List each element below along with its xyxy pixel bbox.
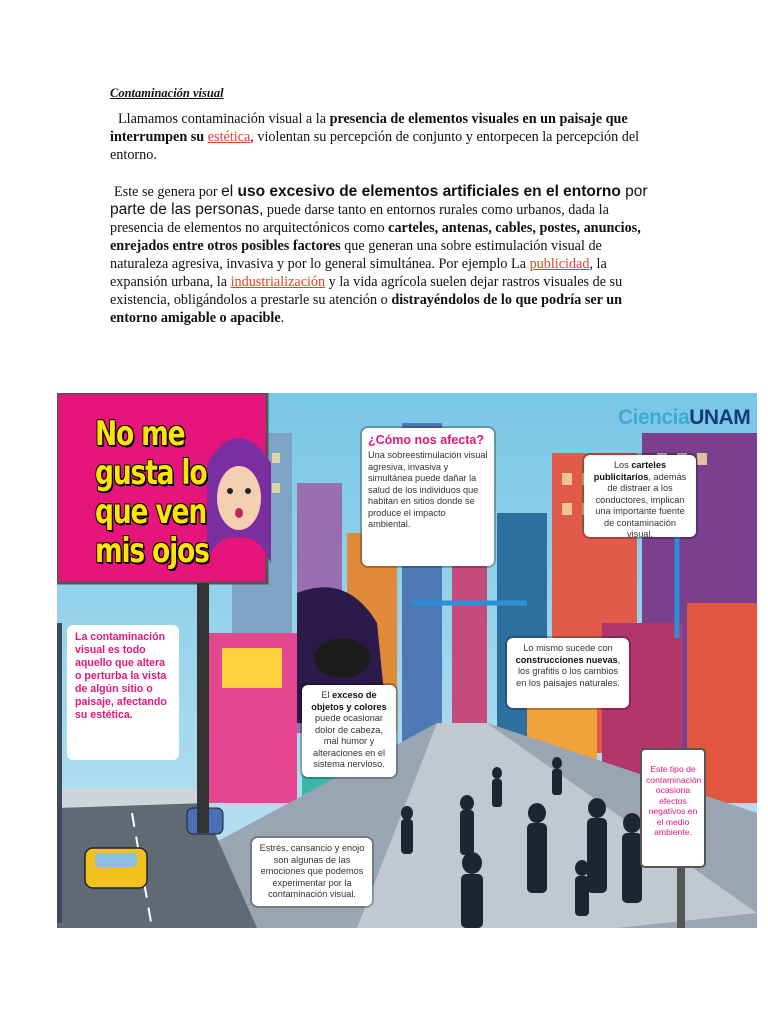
billboard-line-2: gusta lo <box>95 453 207 493</box>
p1-text-a: Llamamos contaminación visual a la <box>118 111 330 127</box>
p2-text-i: y la vida agrícola suelen dejar rastros visuales de su existencia, obligándolos a prestarle su atención o <box>110 274 623 308</box>
ciencia-unam-logo <box>618 406 750 430</box>
carteles-a: Los <box>613 460 632 470</box>
p2-text-e: puede darse tanto en entornos rurales como urbanos, dada la presencia de elementos no arquitectónicos como <box>110 202 609 236</box>
construcciones-a: Lo mismo sucede con <box>523 643 613 653</box>
p2-text-k: . <box>280 310 285 326</box>
p2-text-h: , la expansión urbana, la <box>110 256 607 290</box>
callout-affect-head: ¿Cómo nos afecta? <box>368 433 484 447</box>
p2-sans-el: el <box>221 183 238 200</box>
logo-ciencia: Ciencia <box>618 406 690 429</box>
link-publicidad[interactable]: publicidad <box>529 256 590 272</box>
p2-text-g: que generan una sobre estimulación visual de naturaleza agresiva, invasiva y por lo general simultánea. Por ejemplo La <box>110 238 602 272</box>
billboard-line-1: No me <box>95 414 185 454</box>
sign-medio-ambiente: Este tipo de contaminación ocasiona efectos negativos en el medio ambiente. <box>640 748 706 868</box>
callout-estres: Estrés, cansancio y enojo son algunas de las emociones que podemos experimentar por la contaminación visual. <box>252 838 372 906</box>
link-industrializacion[interactable]: industrialización <box>230 274 326 290</box>
p2-sans-bold: uso excesivo de elementos artificiales en el entorno <box>237 183 621 200</box>
infographic-image <box>57 393 757 928</box>
callout-carteles <box>584 455 696 537</box>
carteles-b: carteles publicitarios <box>593 460 667 482</box>
billboard-line-3: que ven <box>95 492 207 532</box>
callout-affect-body: Una sobreestimulación visual agresiva, invasiva y simultánea puede dañar la salud de los individuos que habitan en sitios donde se produce el impacto ambiental. <box>368 450 488 529</box>
construcciones-b: construcciones nuevas <box>515 654 618 665</box>
link-estetica[interactable]: estética <box>207 129 251 145</box>
exceso-c: puede ocasionar dolor de cabeza, mal humor y alteraciones en el sistema nervioso. <box>312 713 385 769</box>
callout-como-nos-afecta <box>362 428 494 566</box>
exceso-b: exceso de objetos y colores <box>311 690 387 712</box>
p2-bold-f: carteles, antenas, cables, postes, anuncios, enrejados entre otros posibles factores <box>110 220 641 254</box>
paragraph-1 <box>110 110 655 164</box>
document-title: Contaminación visual <box>110 86 224 100</box>
p1-text-c: , violentan su percepción de conjunto y entorpecen la percepción del entorno. <box>110 129 640 163</box>
logo-unam: UNAM <box>689 406 751 429</box>
carteles-c: , además de distraer a los conductores, implican una importante fuente de contaminación visual. <box>595 471 687 539</box>
definition-box: La contaminación visual es todo aquello que altera o perturba la vista de algún sitio o paisaje, afectando su estética. <box>67 625 179 760</box>
callout-construcciones <box>507 638 629 708</box>
p2-sans-d: por parte de las personas, <box>110 183 648 218</box>
billboard-headline <box>95 415 209 571</box>
p1-bold: presencia de elementos visuales en un paisaje que interrumpen su <box>110 111 628 145</box>
paragraph-2 <box>110 183 655 327</box>
billboard-line-4: mis ojos <box>95 531 209 571</box>
document-body <box>110 84 655 327</box>
callout-exceso <box>302 685 396 777</box>
construcciones-c: , los grafitis o los cambios en los paisajes naturales. <box>516 654 621 688</box>
p2-text-a: Este se genera por <box>114 184 222 200</box>
p2-bold-j: distrayéndolos de lo que podría ser un entorno amigable o apacible <box>110 292 623 326</box>
exceso-a: El <box>321 690 333 700</box>
